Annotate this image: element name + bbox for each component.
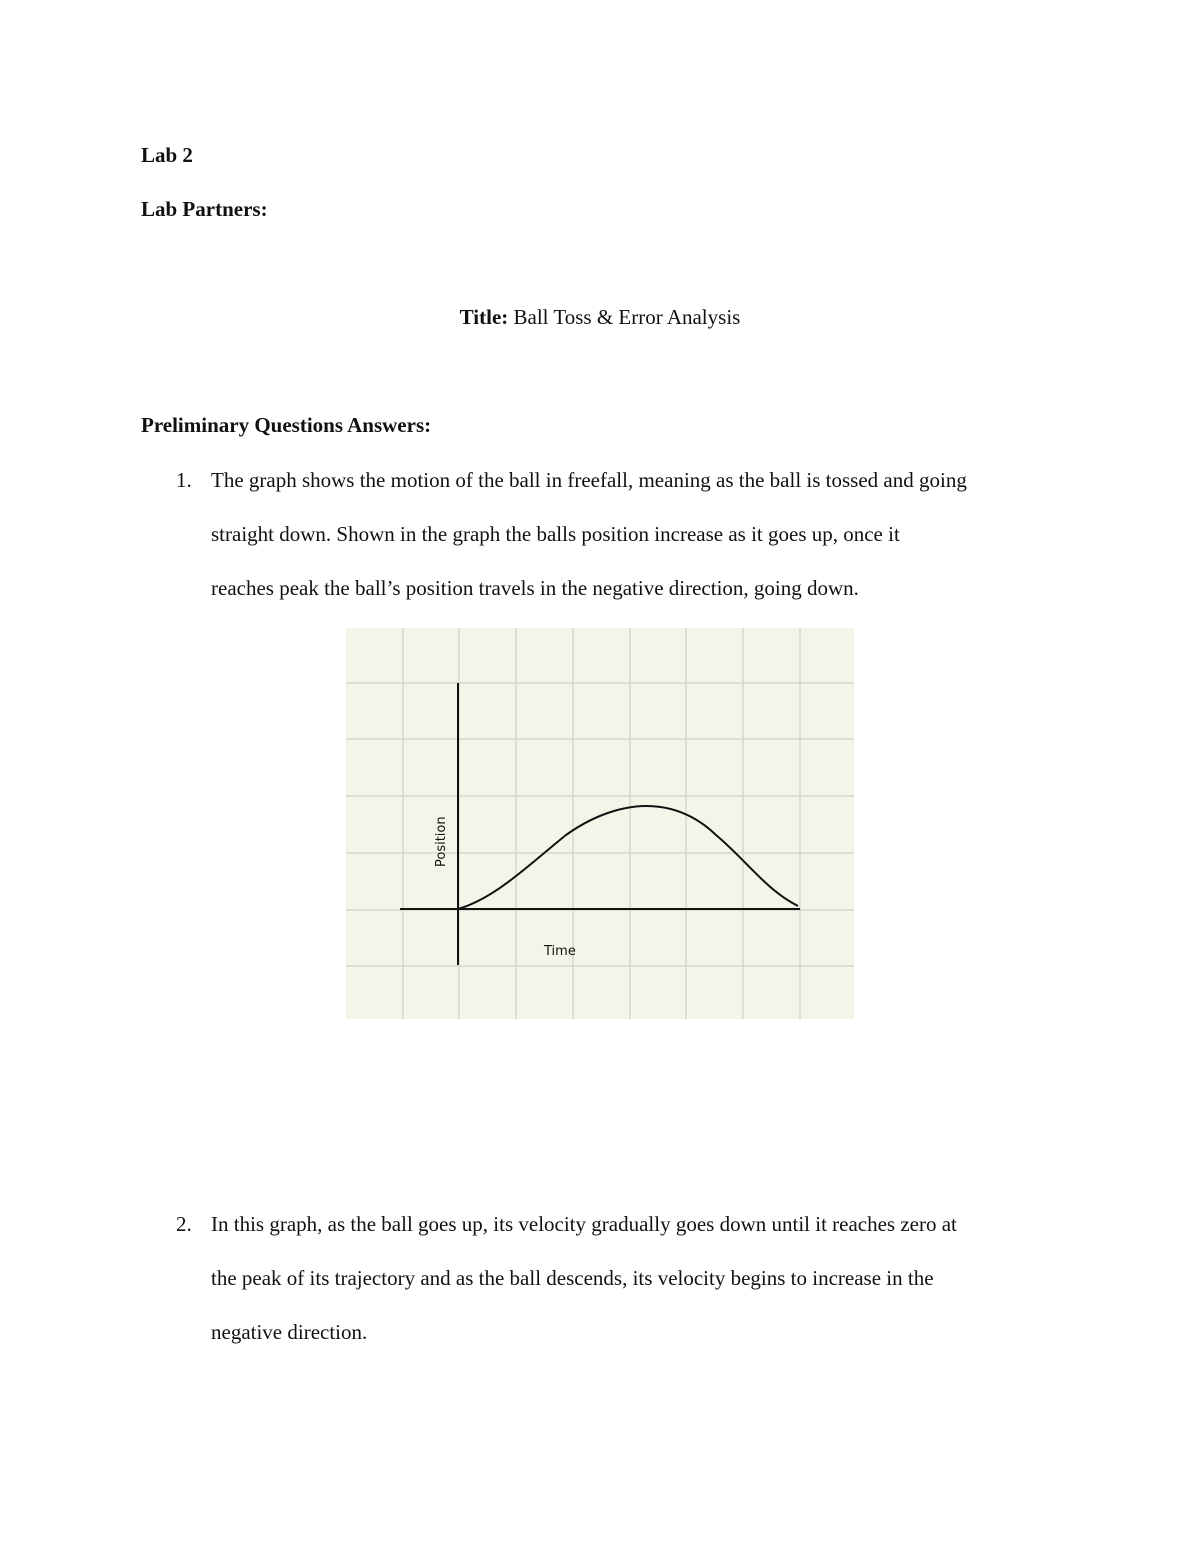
answer-line: In this graph, as the ball goes up, its velocity gradually goes down until it reaches zero at	[211, 1212, 957, 1236]
position-curve	[458, 806, 798, 909]
answer-line: straight down. Shown in the graph the balls position increase as it goes up, once it	[211, 522, 900, 546]
answer-line: reaches peak the ball’s position travels in the negative direction, going down.	[211, 576, 859, 600]
sketch-svg	[346, 628, 854, 1019]
section-heading: Preliminary Questions Answers:	[141, 413, 432, 437]
document-title	[0, 305, 1200, 330]
answer-line: the peak of its trajectory and as the ball descends, its velocity begins to increase in the	[211, 1266, 934, 1290]
answer-line: The graph shows the motion of the ball in freefall, meaning as the ball is tossed and going	[211, 468, 967, 492]
title-value: Ball Toss & Error Analysis	[508, 305, 741, 329]
x-axis-label: Time	[544, 944, 576, 959]
answer-number: 1.	[176, 468, 192, 492]
answer-number: 2.	[176, 1212, 192, 1236]
position-time-sketch	[346, 628, 854, 1019]
grid-lines	[346, 628, 854, 1019]
lab-number: Lab 2	[141, 143, 193, 167]
y-axis-label: Position	[434, 816, 449, 867]
lab-partners-label: Lab Partners:	[141, 197, 268, 221]
answer-line: negative direction.	[211, 1320, 368, 1344]
title-label: Title:	[459, 305, 509, 329]
